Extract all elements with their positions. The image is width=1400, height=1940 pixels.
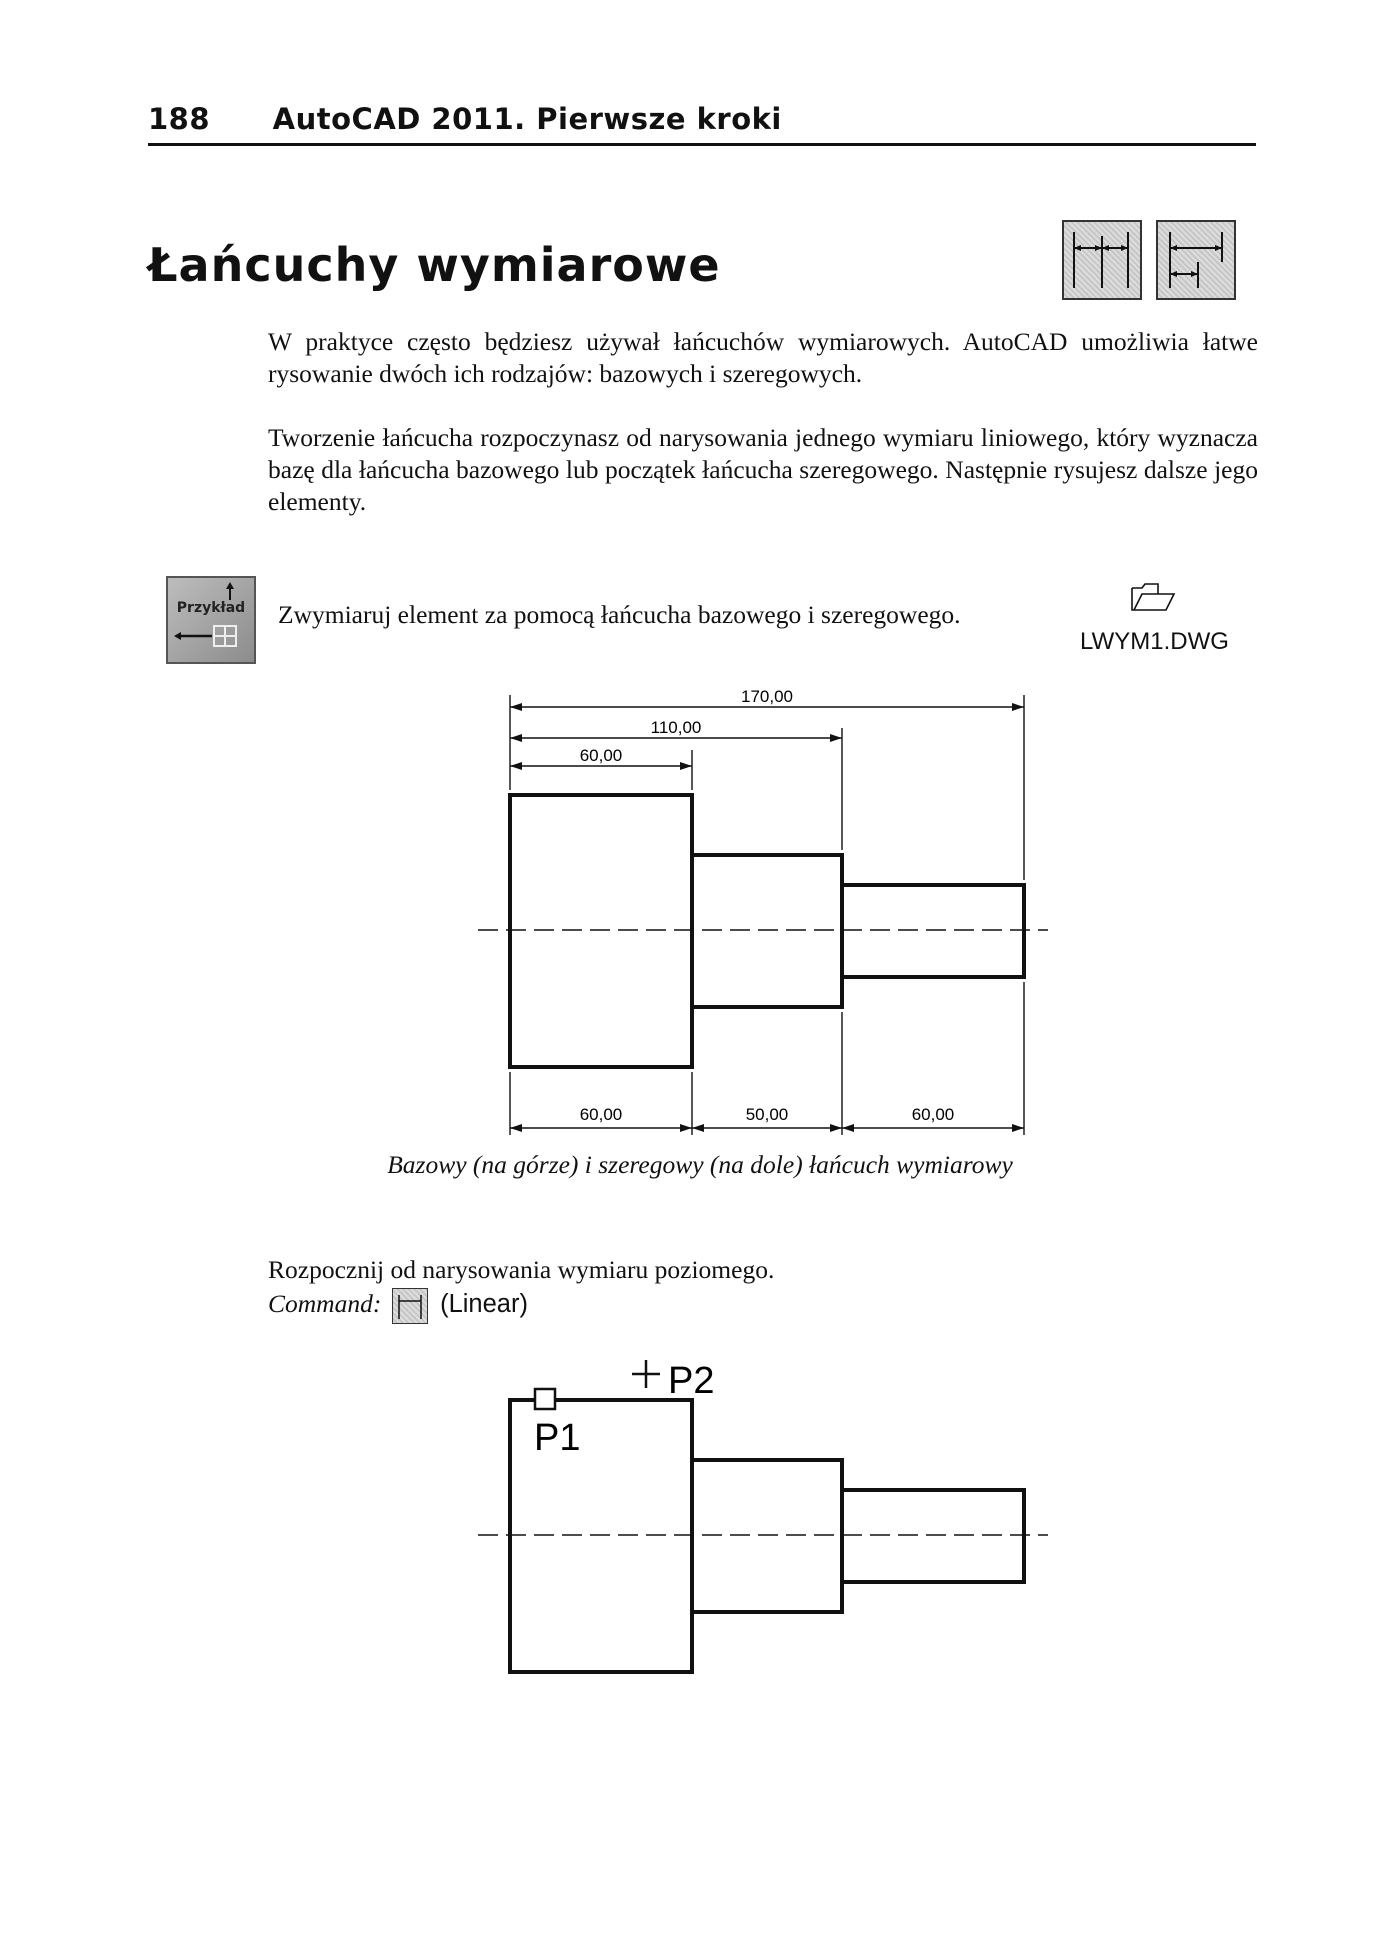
dim-label-60-bottom-b: 60,00 — [911, 1105, 955, 1124]
example-badge-label: Przykład — [176, 600, 246, 616]
example-file-name: LWYM1.DWG — [1080, 628, 1229, 655]
shaft-section-small-2 — [842, 1490, 1024, 1582]
baseline-dimension-icon — [1062, 220, 1142, 300]
running-header — [148, 102, 782, 136]
shaft-section-middle — [692, 855, 842, 1007]
point-label-p1: P1 — [534, 1417, 581, 1459]
dim-label-110: 110,00 — [650, 718, 702, 737]
dim-label-50-bottom: 50,00 — [745, 1105, 789, 1124]
dim-label-60-bottom-a: 60,00 — [579, 1105, 623, 1124]
pick-points-figure — [0, 1340, 1400, 1680]
process-paragraph: Tworzenie łańcucha rozpoczynasz od narysowania jednego wymiaru liniowego, który wyznacza bazę dla łańcucha bazowego lub początek łańcucha szeregowego. Następnie rysujesz dalsze jego elementy. — [268, 423, 1258, 516]
intro-paragraph: W praktyce często będziesz używał łańcuchów wymiarowych. AutoCAD umożliwia łatwe rysowanie dwóch ich rodzajów: bazowych i szeregowych. — [268, 327, 1258, 388]
continue-dimension-icon — [1156, 220, 1236, 300]
instruction-text: Rozpocznij od narysowania wymiaru poziomego. — [268, 1255, 775, 1284]
dim-label-170: 170,00 — [741, 687, 793, 706]
dim-label-60-top: 60,00 — [579, 746, 623, 765]
linear-dimension-icon — [392, 1288, 428, 1324]
folder-icon — [1128, 580, 1178, 619]
section-title: Łańcuchy wymiarowe — [148, 238, 721, 292]
pick-point-marker-p1 — [535, 1389, 555, 1409]
dimension-chain-figure — [0, 680, 1400, 1140]
header-rule — [148, 143, 1256, 146]
command-value: (Linear) — [440, 1290, 528, 1318]
command-line — [268, 1288, 528, 1324]
shaft-section-middle-2 — [692, 1460, 842, 1612]
point-label-p2: P2 — [668, 1360, 715, 1402]
book-title: AutoCAD 2011. Pierwsze kroki — [272, 102, 782, 136]
shaft-section-small — [842, 885, 1024, 977]
shaft-section-large — [510, 795, 692, 1067]
example-badge — [166, 576, 256, 664]
figure-caption: Bazowy (na górze) i szeregowy (na dole) łańcuch wymiarowy — [387, 1150, 1013, 1179]
page-number: 188 — [148, 102, 211, 136]
example-task: Zwymiaruj element za pomocą łańcucha bazowego i szeregowego. — [278, 600, 961, 629]
command-label: Command: — [268, 1289, 382, 1318]
